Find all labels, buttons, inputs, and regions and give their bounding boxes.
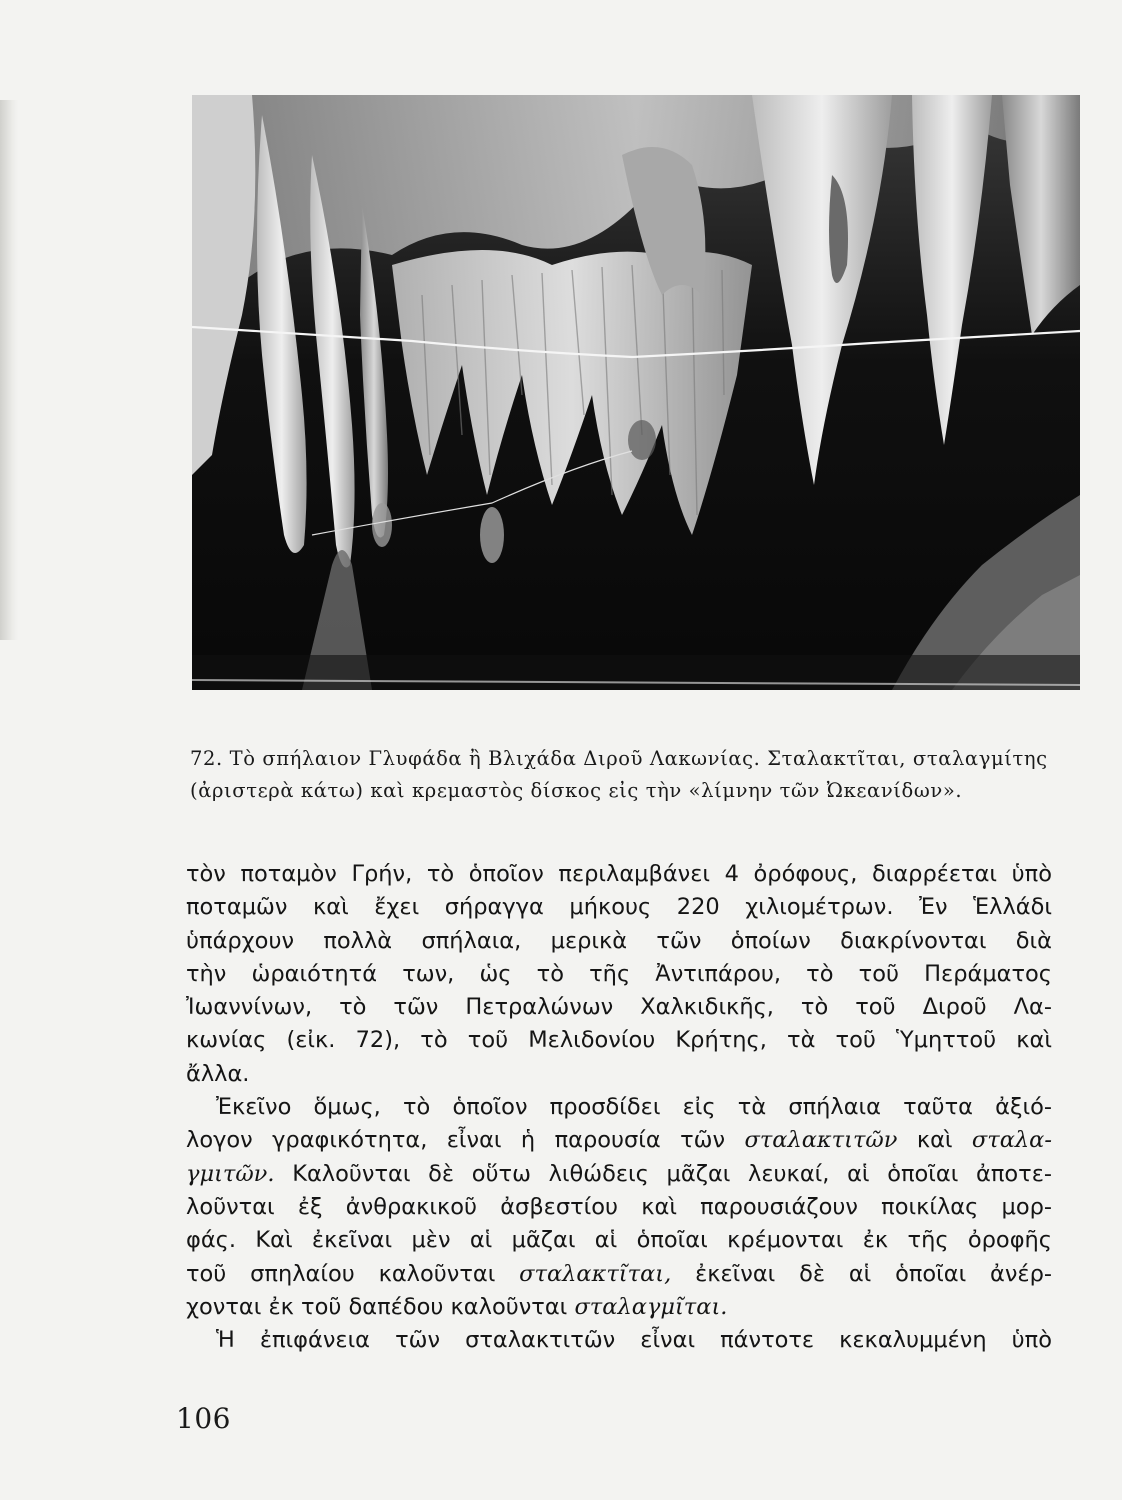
scan-edge-shadow (0, 100, 18, 640)
text-fragment: λογον γραφικότητα, εἶναι ἡ παρουσία τῶν (186, 1127, 726, 1154)
paragraph-start-line: Ἐκεῖνο ὅμως, τὸ ὁποῖον προσδίδει εἰς τὰ σπήλαια ταῦτα ἀξιό- (216, 1094, 1052, 1121)
paragraph-start-line: Ἡ ἐπιφάνεια τῶν σταλακτιτῶν εἶναι πάντοτε κεκαλυμμένη ὑπὸ (216, 1327, 1052, 1354)
text-line-mixed (186, 1291, 1052, 1324)
italic-term: σταλακτῖται, (519, 1260, 672, 1287)
text-line: Ἰωαννίνων, τὸ τῶν Πετραλώνων Χαλκιδικῆς, τὸ τοῦ Διροῦ Λα- (186, 994, 1052, 1021)
text-line-mixed (186, 1124, 1052, 1157)
text-line: ἄλλα. (186, 1060, 250, 1087)
italic-term: σταλακτιτῶν (744, 1127, 898, 1154)
text-line: φάς. Καὶ ἐκεῖναι μὲν αἱ μᾶζαι αἱ ὁποῖαι κρέμονται ἐκ τῆς ὀροφῆς (186, 1227, 1052, 1254)
italic-term: σταλα- (971, 1127, 1052, 1154)
stalactite-cave-image (192, 95, 1080, 690)
text-line: κωνίας (εἰκ. 72), τὸ τοῦ Μελιδονίου Κρήτης, τὰ τοῦ Ὑμηττοῦ καὶ (186, 1027, 1052, 1054)
text-line: τὴν ὡραιότητά των, ὡς τὸ τῆς Ἀντιπάρου, τὸ τοῦ Περάματος (186, 960, 1052, 987)
caption-line-2: (ἀριστερὰ κάτω) καὶ κρεμαστὸς δίσκος εἰς τὴν «λίμνην τῶν Ὠκεανίδων». (190, 779, 963, 802)
text-line-mixed (186, 1158, 1052, 1191)
main-text (186, 858, 1052, 1357)
italic-term: γμιτῶν. (186, 1160, 275, 1187)
text-fragment: καὶ (916, 1127, 953, 1154)
text-line: λοῦνται ἐξ ἀνθρακικοῦ ἀσβεστίου καὶ παρουσιάζουν ποικίλας μορ- (186, 1193, 1052, 1220)
text-line: τὸν ποταμὸν Γρήν, τὸ ὁποῖον περιλαμβάνει 4 ὀρόφους, διαρρέεται ὑπὸ (186, 861, 1052, 887)
text-line: ὑπάρχουν πολλὰ σπήλαια, μερικὰ τῶν ὁποίων διακρίνονται διὰ (186, 927, 1052, 954)
cave-photograph (192, 95, 1080, 690)
text-fragment: Καλοῦνται δὲ οὕτω λιθώδεις μᾶζαι λευκαί, αἱ ὁποῖαι ἀποτε- (292, 1160, 1052, 1187)
text-fragment: τοῦ σπηλαίου καλοῦνται (186, 1260, 496, 1287)
page-number: 106 (176, 1402, 231, 1435)
text-line: ποταμῶν καὶ ἔχει σήραγγα μήκους 220 χιλιομέτρων. Ἐν Ἑλλάδι (186, 894, 1052, 921)
caption-line-1: 72. Τὸ σπήλαιον Γλυφάδα ἢ Βλιχάδα Διροῦ Λακωνίας. Σταλακτῖται, σταλαγμίτης (190, 747, 1048, 770)
text-fragment: ἐκεῖναι δὲ αἱ ὁποῖαι ἀνέρ- (695, 1260, 1052, 1287)
text-fragment: χονται ἐκ τοῦ δαπέδου καλοῦνται (186, 1293, 568, 1320)
text-line-mixed (186, 1258, 1052, 1291)
italic-term: σταλαγμῖται. (574, 1293, 728, 1320)
figure-caption (190, 743, 1090, 807)
